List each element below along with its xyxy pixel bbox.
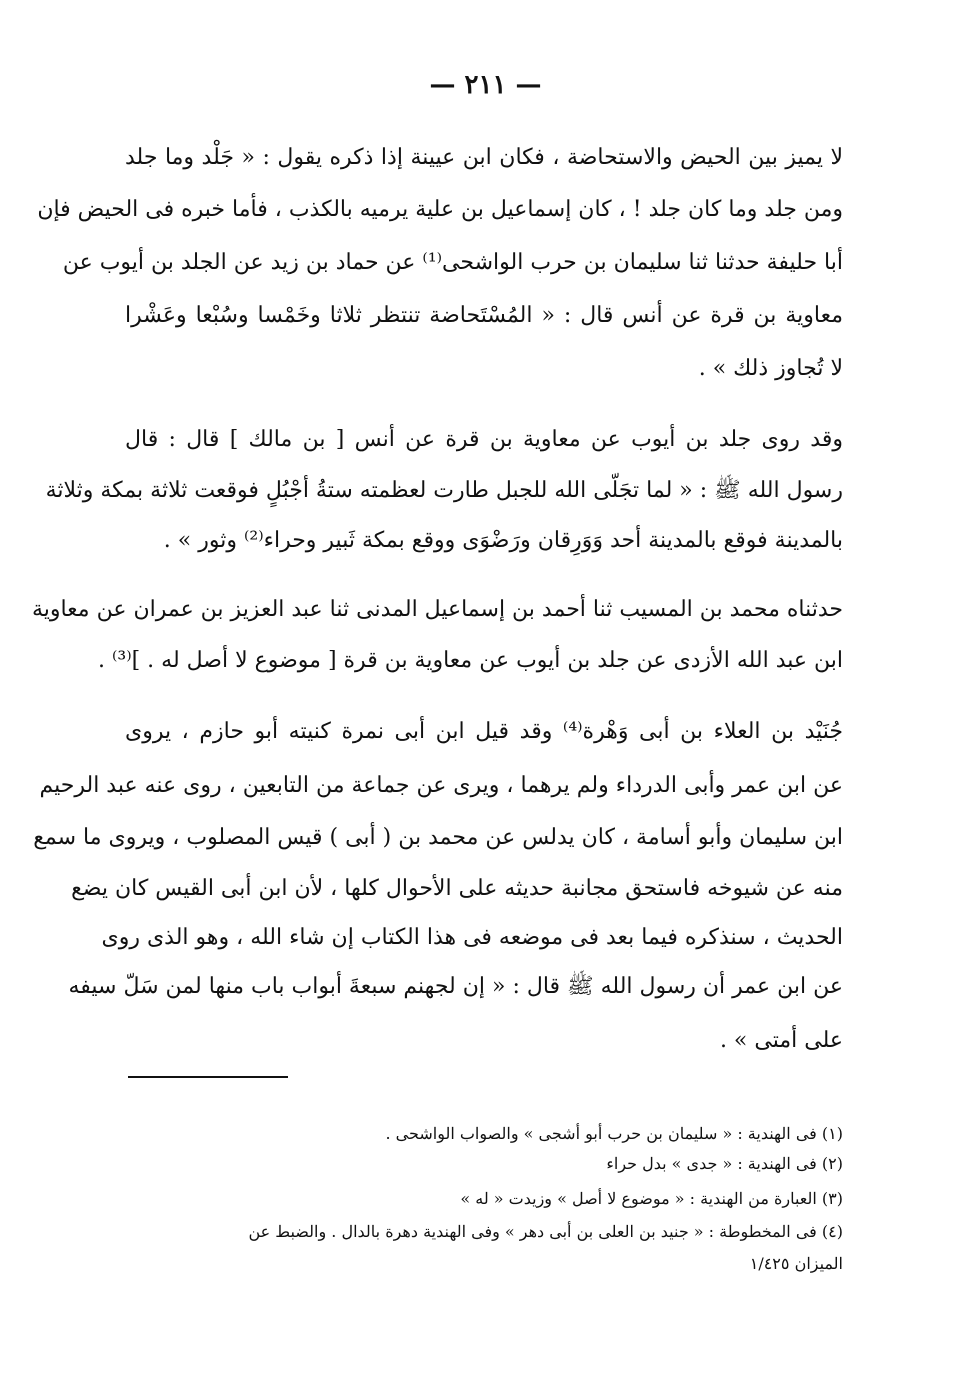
footnote: (٢) فى الهندية : « جدى » بدل حراء bbox=[606, 1154, 843, 1173]
text-line: لا تُجاوز ذلك » . bbox=[698, 356, 843, 381]
footnote: (٣) العبارة من الهندية : « موضوع لا أصل » وزيدت « له » bbox=[460, 1189, 843, 1208]
text-line: بالمدينة فوقع بالمدينة أحد وَوَرِقان ورَضْوَى ووقع بمكة ثَبير وحراء⁽²⁾ وثور » . bbox=[163, 528, 843, 553]
footnote: (١) فى الهندية : « سليمان بن حرب أبو أشجى » والصواب الواشحى . bbox=[385, 1124, 843, 1143]
page-number: — ٢١١ — bbox=[429, 70, 542, 100]
text-line: منه عن شيوخه فاستحق مجانبة حديثه على الأحوال كلها ، لأن ابن أبى القيس كان يضع bbox=[71, 876, 843, 901]
text-line: معاوية بن قرة عن أنس قال : « المُسْتَحاضة تنتظر ثلاثا وخَمْسا وسُبْعا وعَشْرا bbox=[125, 303, 843, 328]
footnote: الميزان ١/٤٢٥ bbox=[749, 1254, 843, 1273]
text-line: رسول الله ﷺ : « لما تجَلّى الله للجبل طارت لعظمته ستةُ أجْبُلٍ فوقعت ثلاثة بمكة وثلاثة bbox=[45, 478, 843, 503]
text-line: الحديث ، سنذكره فيما بعد فى موضعه فى هذا الكتاب إن شاء الله ، وهو الذى روى bbox=[101, 925, 843, 950]
text-line: جُنَيْد بن العلاء بن أبى وَهْرة⁽⁴⁾ وقد قيل ابن أبى نمرة كنيته أبو حازم ، يروى bbox=[125, 719, 843, 744]
text-line: ومن جلد وما كان جلد ! ، كان إسماعيل بن علية يرميه بالكذب ، فأما خبره فى الحيض فإن bbox=[37, 197, 843, 222]
text-line: على أمتى » . bbox=[719, 1028, 843, 1053]
footnote: (٤) فى المخطوطة : « جنيد بن العلى بن أبى دهر » وفى الهندية دهرة بالدال . والضبط عن bbox=[248, 1222, 843, 1241]
text-line: ابن عبد الله الأزدى عن جلد بن أيوب عن معاوية بن قرة [ موضوع لا أصل له . ]⁽³⁾ . bbox=[97, 648, 843, 673]
text-line: وقد روى جلد بن أيوب عن معاوية بن قرة عن أنس [ بن مالك ] قال : قال bbox=[125, 427, 843, 452]
text-line: حدثناه محمد بن المسيب ثنا أحمد بن إسماعيل المدنى ثنا عبد العزيز بن عمران عن معاوية bbox=[31, 597, 843, 622]
text-line: ابن سليمان وأبو أسامة ، كان يدلس عن محمد بن ( أبى ) قيس المصلوب ، ويروى ما سمع bbox=[33, 825, 843, 850]
text-line: لا يميز بين الحيض والاستحاضة ، فكان ابن عيينة إذا ذكره يقول : « جَلْد وما جلد bbox=[125, 145, 843, 170]
text-line: أبا حليفة حدثنا ثنا سليمان بن حرب الواشحى⁽¹⁾ عن حماد بن زيد عن الجلد بن أيوب عن bbox=[62, 250, 843, 275]
text-line: عن ابن عمر أن رسول الله ﷺ قال : « إن لجهنم سبعةَ أبواب باب منها لمن سَلّ سيفه bbox=[68, 974, 843, 999]
text-line: عن ابن عمر وأبى الدرداء ولم يرهما ، ويرى عن جماعة من التابعين ، روى عنه عبد الرحيم bbox=[39, 773, 843, 798]
footnote-separator bbox=[128, 1076, 288, 1078]
